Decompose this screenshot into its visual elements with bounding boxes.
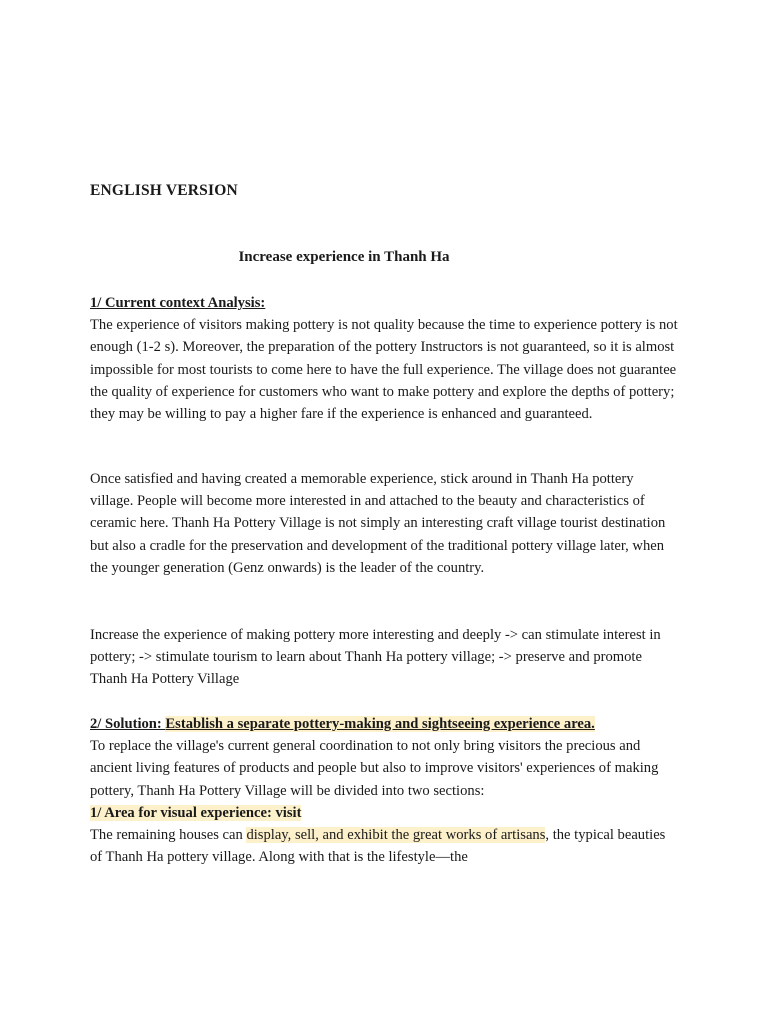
- subsection-1-text-after: , the typical beauties of Thanh Ha pottery village. Along with that is the lifestyle—the: [90, 827, 666, 866]
- document-page: [90, 0, 680, 1024]
- document-title: Increase experience in Thanh Ha: [238, 249, 450, 265]
- section-1-paragraph-3-block: [90, 624, 680, 691]
- section-1-heading: 1/ Current context Analysis:: [90, 295, 266, 311]
- section-2: [90, 713, 680, 868]
- subsection-1-text-highlight: display, sell, and exhibit the great works of artisans: [246, 827, 546, 844]
- section-1-paragraph-3: Increase the experience of making pottery more interesting and deeply -> can stimulate interest in pottery; -> stimulate tourism to learn about Thanh Ha pottery village; -> preserve and promote Thanh Ha Pottery Village: [90, 627, 661, 688]
- section-1-paragraph-2-block: [90, 468, 680, 579]
- subsection-1-heading-row: [90, 802, 680, 824]
- subsection-1-heading: 1/ Area for visual experience: visit: [90, 804, 302, 821]
- section-2-heading-highlight: Establish a separate pottery-making and sightseeing experience area.: [165, 716, 595, 732]
- section-2-heading-prefix: 2/ Solution:: [90, 716, 166, 732]
- subsection-1-paragraph: [90, 824, 680, 868]
- section-2-paragraph: To replace the village's current general coordination to not only bring visitors the precious and ancient living features of products and people but also to improve visitors' experiences of making pottery, Thanh Ha Pottery Village will be divided into two sections:: [90, 738, 659, 799]
- section-1-paragraph-2: Once satisfied and having created a memorable experience, stick around in Thanh Ha pottery village. People will become more interested in and attached to the beauty and characteristics of ceramic here. Thanh Ha Pottery Village is not simply an interesting craft village tourist destination but also a cradle for the preservation and development of the traditional pottery village later, when the younger generation (Genz onwards) is the leader of the country.: [90, 471, 666, 576]
- subsection-1-text-before: The remaining houses can: [90, 827, 247, 844]
- document-language-heading: ENGLISH VERSION: [90, 182, 238, 199]
- section-1-paragraph-1: The experience of visitors making pottery is not quality because the time to experience pottery is not enough (1-2 s). Moreover, the preparation of the pottery Instructors is not guaranteed, so it is almost impossible for most tourists to come here to have the full experience. The village does not guarantee the quality of experience for customers who want to make pottery and explore the depths of pottery; they may be willing to pay a higher fare if the experience is enhanced and guaranteed.: [90, 317, 678, 423]
- section-2-heading: [90, 713, 680, 735]
- section-1: [90, 292, 680, 425]
